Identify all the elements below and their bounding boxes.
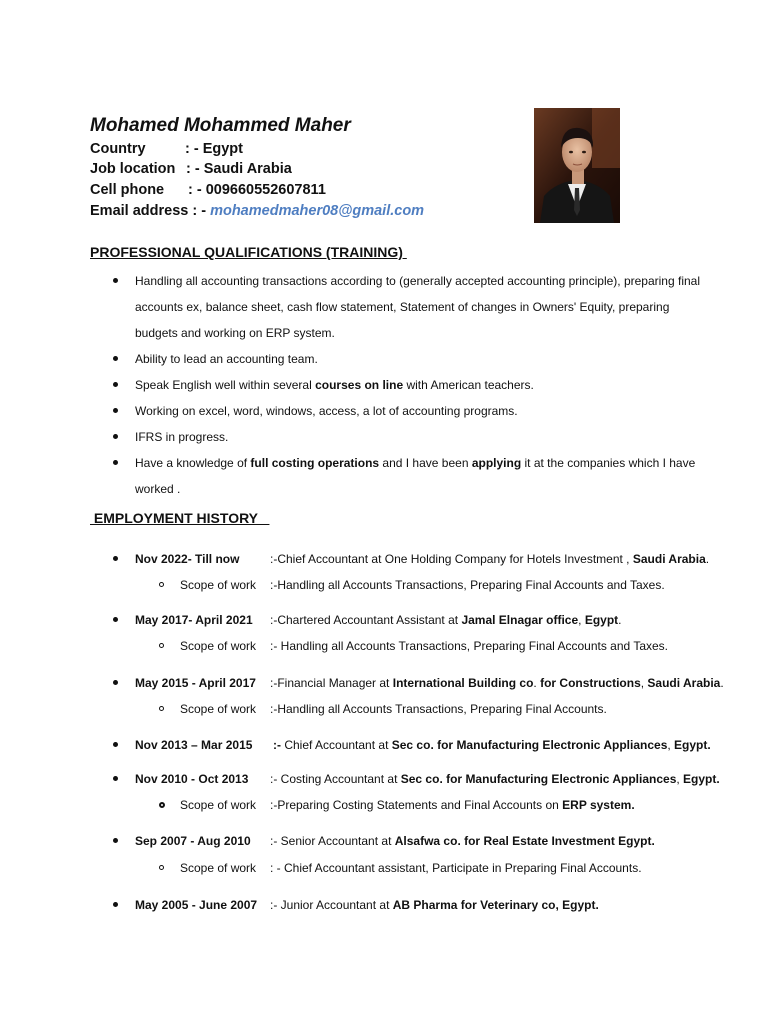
bullet-icon — [113, 408, 118, 413]
bullet-icon — [113, 680, 118, 685]
qualification-item-6-line-2: worked . — [135, 482, 181, 496]
qualification-item-6-line-1 — [135, 456, 695, 470]
job-2-scope-label: Scope of work — [180, 639, 257, 653]
profile-photo-illustration — [534, 108, 620, 223]
job-2-desc-b: Jamal Elnagar office — [461, 613, 579, 627]
qualification-item-6-text-b: full costing operations — [250, 456, 380, 470]
job-4-description — [273, 738, 711, 752]
qualification-item-4: Working on excel, word, windows, access, a lot of accounting programs. — [135, 404, 518, 418]
job-5-scope — [270, 798, 635, 812]
job-4-desc-c: Sec co. for Manufacturing Electronic Appliances — [391, 738, 668, 752]
job-5-scope-label: Scope of work — [180, 798, 257, 812]
candidate-name: Mohamed Mohammed Maher — [90, 115, 351, 136]
job-3-desc-d: for Constructions — [540, 676, 641, 690]
job-2-date: May 2017- April 2021 — [135, 613, 253, 627]
sub-bullet-icon — [159, 865, 164, 870]
bullet-icon — [113, 556, 118, 561]
job-1-scope-label: Scope of work — [180, 578, 257, 592]
job-1-scope: :-Handling all Accounts Transactions, Preparing Final Accounts and Taxes. — [270, 578, 665, 592]
job-location-row — [90, 161, 292, 177]
sub-bullet-icon — [159, 643, 164, 648]
job-5-date: Nov 2010 - Oct 2013 — [135, 772, 249, 786]
country-separator: : - — [185, 141, 203, 157]
country-label: Country — [90, 141, 146, 157]
bullet-icon — [113, 838, 118, 843]
job-5-desc-d: Egypt. — [683, 772, 720, 786]
bullet-icon — [113, 382, 118, 387]
qualification-item-5: IFRS in progress. — [135, 430, 229, 444]
job-2-desc-e: . — [618, 613, 622, 627]
job-5-description — [270, 772, 720, 786]
job-1-desc-c: . — [705, 552, 710, 566]
job-1-date: Nov 2022- Till now — [135, 552, 240, 566]
job-7-desc-a: :- Junior Accountant at — [270, 898, 393, 912]
job-3-desc-f: Saudi Arabia — [647, 676, 721, 690]
country-value: Egypt — [202, 141, 243, 157]
job-4-desc-e: Egypt. — [674, 738, 711, 752]
job-3-desc-b: International Building co — [392, 676, 534, 690]
job-7-description — [270, 898, 599, 912]
job-2-scope: :- Handling all Accounts Transactions, Preparing Final Accounts and Taxes. — [270, 639, 668, 653]
job-4-desc-b: Chief Accountant at — [281, 738, 392, 752]
qualification-item-1-line-1: Handling all accounting transactions according to (generally accepted accounting principle), preparing final — [135, 274, 701, 288]
job-3-desc-a: :-Financial Manager at — [270, 676, 393, 690]
job-1-desc-b: Saudi Arabia — [632, 552, 706, 566]
job-location-value: Saudi Arabia — [203, 161, 292, 177]
job-3-desc-g: . — [720, 676, 724, 690]
sub-bullet-icon — [159, 706, 164, 711]
job-location-label: Job location — [90, 161, 176, 177]
job-7-date: May 2005 - June 2007 — [135, 898, 258, 912]
job-6-scope: : - Chief Accountant assistant, Participate in Preparing Final Accounts. — [270, 861, 642, 875]
qualification-item-3 — [135, 378, 534, 392]
qualification-item-6-text-a: Have a knowledge of — [135, 456, 251, 470]
qualification-item-1-line-3: budgets and working on ERP system. — [135, 326, 335, 340]
bullet-icon — [113, 434, 118, 439]
bullet-icon — [113, 278, 118, 283]
bullet-icon — [113, 776, 118, 781]
qualification-item-6-text-d: applying — [471, 456, 522, 470]
email-separator: : - — [188, 203, 211, 219]
qualification-item-3-text-b: courses on line — [315, 378, 404, 392]
job-5-scope-a: :-Preparing Costing Statements and Final Accounts on — [270, 798, 563, 812]
cell-phone-value: 009660552607811 — [205, 182, 326, 198]
bullet-icon — [113, 460, 118, 465]
job-5-scope-b: ERP system. — [562, 798, 635, 812]
profile-photo — [534, 108, 620, 223]
job-6-date: Sep 2007 - Aug 2010 — [135, 834, 251, 848]
bullet-icon — [113, 742, 118, 747]
job-3-desc-e: , — [640, 676, 648, 690]
sub-bullet-icon — [159, 582, 164, 587]
job-location-separator: : - — [186, 161, 204, 177]
job-2-desc-a: :-Chartered Accountant Assistant at — [270, 613, 462, 627]
qualification-item-6-text-e: it at the companies which I have — [521, 456, 696, 470]
job-3-scope: :-Handling all Accounts Transactions, Preparing Final Accounts. — [270, 702, 607, 716]
email-label: Email address — [90, 203, 189, 219]
job-6-description — [270, 834, 655, 848]
job-4-desc-a: :- — [273, 738, 281, 752]
job-4-desc-d: , — [667, 738, 675, 752]
bullet-icon — [113, 356, 118, 361]
bullet-icon — [113, 617, 118, 622]
qualification-item-1-line-2: accounts ex, balance sheet, cash flow statement, Statement of changes in Owners' Equity, preparing — [135, 300, 670, 314]
email-link[interactable]: mohamedmaher08@gmail.com — [210, 203, 425, 219]
cell-phone-label: Cell phone — [90, 182, 165, 198]
cell-phone-row — [90, 182, 326, 198]
qualification-item-3-text-c: with American teachers. — [403, 378, 534, 392]
job-3-date: May 2015 - April 2017 — [135, 676, 256, 690]
job-6-desc-b: Alsafwa co. for Real Estate Investment Egypt. — [394, 834, 655, 848]
qualification-item-3-text-a: Speak English well within several — [135, 378, 316, 392]
job-3-desc-c: . — [533, 676, 541, 690]
job-5-desc-a: :- Costing Accountant at — [270, 772, 401, 786]
bullet-icon — [113, 902, 118, 907]
job-5-desc-b: Sec co. for Manufacturing Electronic Appliances — [400, 772, 677, 786]
job-2-desc-d: Egypt — [584, 613, 619, 627]
job-2-description — [270, 613, 622, 627]
job-5-desc-c: , — [676, 772, 684, 786]
country-row — [90, 141, 243, 157]
qualifications-heading: PROFESSIONAL QUALIFICATIONS (TRAINING) — [90, 244, 407, 260]
job-3-scope-label: Scope of work — [180, 702, 257, 716]
job-6-desc-a: :- Senior Accountant at — [270, 834, 395, 848]
job-2-desc-c: , — [578, 613, 585, 627]
job-1-description — [270, 552, 709, 566]
email-row — [90, 203, 424, 219]
job-4-date: Nov 2013 – Mar 2015 — [135, 738, 253, 752]
job-6-scope-label: Scope of work — [180, 861, 257, 875]
sub-bullet-icon — [159, 802, 165, 808]
job-7-desc-b: AB Pharma for Veterinary co, Egypt. — [392, 898, 599, 912]
employment-heading: EMPLOYMENT HISTORY — [90, 510, 270, 526]
cell-phone-separator: : - — [188, 182, 206, 198]
job-1-desc-a: :-Chief Accountant at One Holding Company for Hotels Investment , — [270, 552, 633, 566]
job-3-description — [270, 676, 724, 690]
qualification-item-2: Ability to lead an accounting team. — [135, 352, 318, 366]
qualification-item-6-text-c: and I have been — [379, 456, 472, 470]
